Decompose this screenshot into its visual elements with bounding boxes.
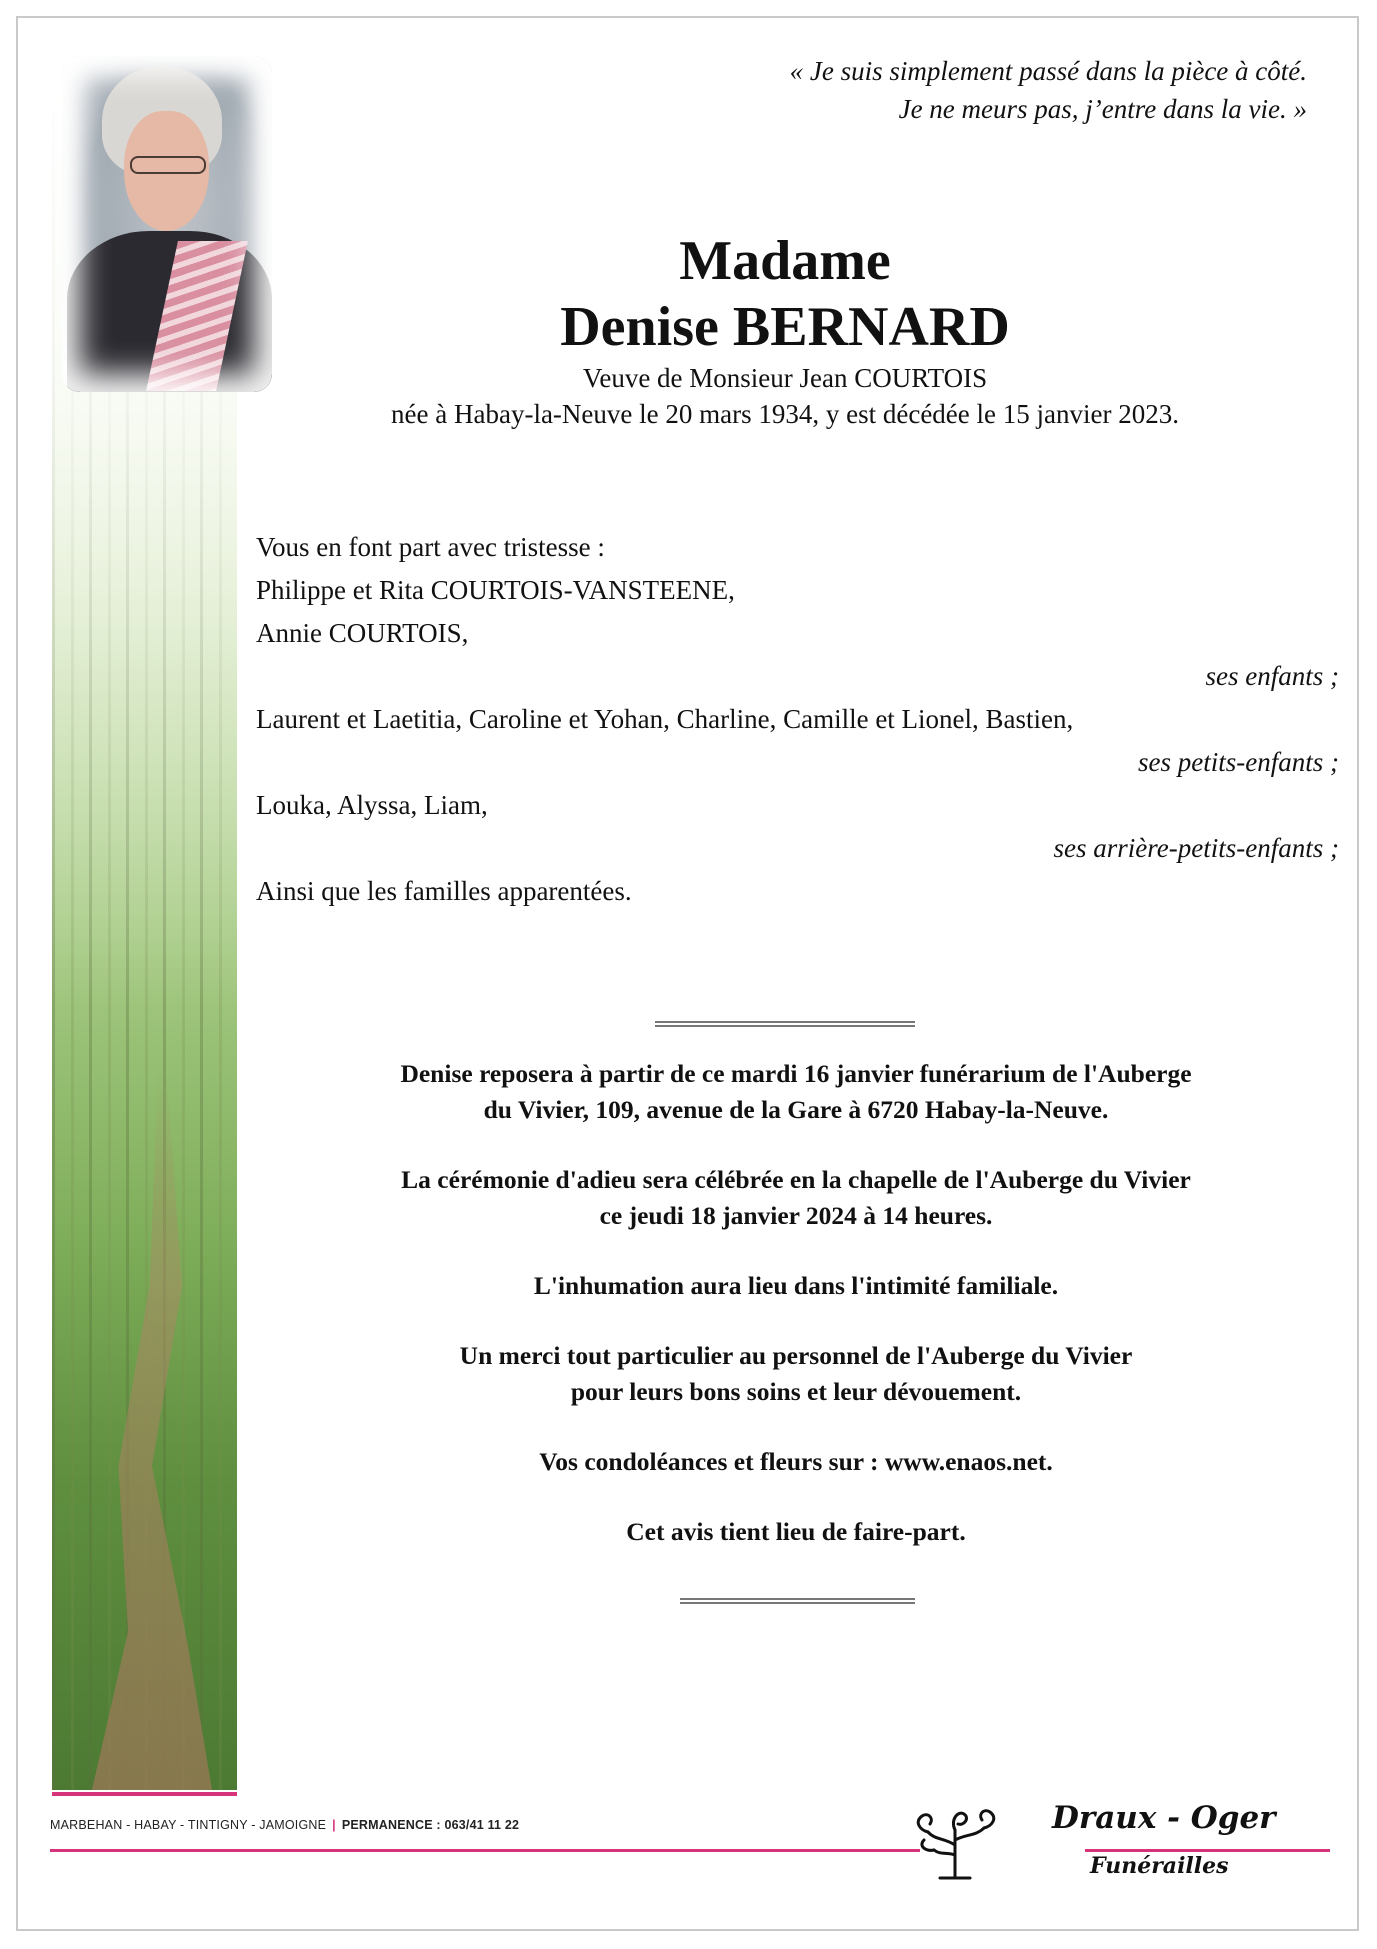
forest-accent-bar <box>52 1792 237 1796</box>
thanks-line-2: pour leurs bons soins et leur dévouement. <box>570 1377 1022 1406</box>
brand-name: Draux - Oger <box>1052 1800 1276 1836</box>
spouse-line: Veuve de Monsieur Jean COURTOIS <box>582 363 988 393</box>
burial-info: L'inhumation aura lieu dans l'intimité familiale. <box>533 1271 1059 1300</box>
family-announcement <box>256 526 1339 913</box>
rest-info <box>286 1056 1306 1128</box>
family-intro: Vous en font part avec tristesse : <box>256 532 605 562</box>
thanks-info <box>286 1338 1306 1410</box>
footer-contact <box>50 1818 519 1832</box>
deceased-name: Denise BERNARD <box>560 296 1010 358</box>
footer-separator: | <box>332 1818 336 1832</box>
thanks-line-1: Un merci tout particulier au personnel de l'Auberge du Vivier <box>459 1341 1133 1370</box>
forest-path <box>92 1070 212 1790</box>
notice-line: Cet avis tient lieu de faire-part. <box>626 1517 966 1546</box>
tree-logo-icon <box>900 1800 1010 1880</box>
epitaph-quote <box>407 52 1307 128</box>
birth-death-line: née à Habay-la-Neuve le 20 mars 1934, y est décédée le 15 janvier 2023. <box>391 399 1179 429</box>
separator-bottom <box>680 1598 915 1604</box>
child-entry: Annie COURTOIS, <box>256 618 469 648</box>
quote-line-2: Je ne meurs pas, j’entre dans la vie. » <box>898 94 1307 124</box>
brand-subtitle: Funérailles <box>1090 1853 1229 1879</box>
child-entry: Philippe et Rita COURTOIS-VANSTEENE, <box>256 575 735 605</box>
deceased-block <box>280 228 1290 432</box>
great-grandchildren-list: Louka, Alyssa, Liam, <box>256 790 488 820</box>
condolences-link[interactable]: Vos condoléances et fleurs sur : www.enaos.net. <box>539 1447 1053 1476</box>
ceremony-info <box>286 1162 1306 1234</box>
grandchildren-list: Laurent et Laetitia, Caroline et Yohan, Charline, Camille et Lionel, Bastien, <box>256 704 1074 734</box>
rest-line-2: du Vivier, 109, avenue de la Gare à 6720 Habay-la-Neuve. <box>483 1095 1109 1124</box>
separator-top <box>655 1021 915 1027</box>
footer-line-left <box>50 1849 920 1852</box>
quote-line-1: « Je suis simplement passé dans la pièce à côté. <box>789 56 1307 86</box>
footer-permanence: PERMANENCE : 063/41 11 22 <box>341 1818 520 1832</box>
footer-line-right <box>1085 1849 1330 1852</box>
great-grandchildren-role: ses arrière-petits-enfants ; <box>1053 833 1339 863</box>
funeral-info <box>286 1056 1306 1584</box>
extended-family: Ainsi que les familles apparentées. <box>256 876 632 906</box>
ceremony-line-1: La cérémonie d'adieu sera célébrée en la chapelle de l'Auberge du Vivier <box>401 1165 1191 1194</box>
ceremony-line-2: ce jeudi 18 janvier 2024 à 14 heures. <box>599 1201 993 1230</box>
honorific: Madame <box>679 230 891 292</box>
footer-locations: MARBEHAN - HABAY - TINTIGNY - JAMOIGNE <box>50 1818 327 1832</box>
children-role: ses enfants ; <box>1205 661 1339 691</box>
rest-line-1: Denise reposera à partir de ce mardi 16 janvier funérarium de l'Auberge <box>400 1059 1192 1088</box>
grandchildren-role: ses petits-enfants ; <box>1138 747 1339 777</box>
portrait-photo <box>62 56 272 392</box>
